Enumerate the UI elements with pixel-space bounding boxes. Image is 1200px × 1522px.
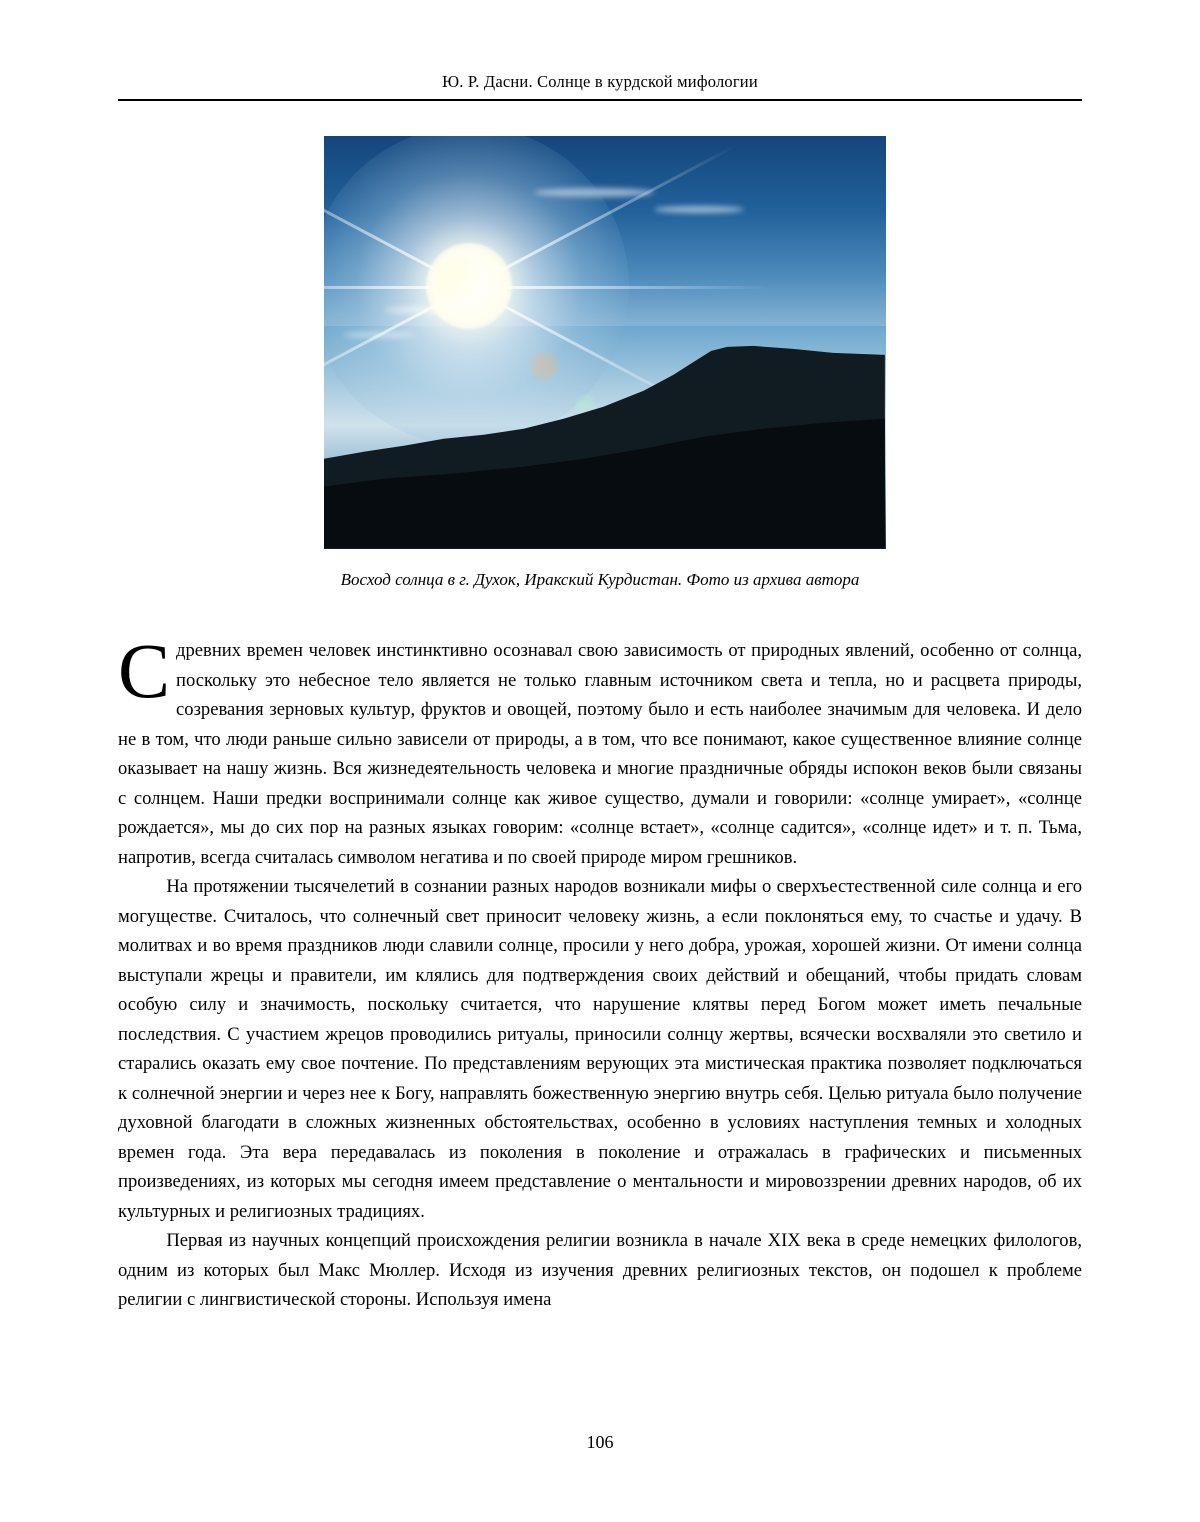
paragraph-2: На протяжении тысячелетий в сознании разных народов возникали мифы о сверхъестественной силе солнца и его могуществе. Считалось, что солнечный свет приносит человеку жизнь, а если поклоняться ему, то счастье и удачу. В молитвах и во время праздников люди славили солнце, просили у него добра, урожая, хорошей жизни. От имени солнца выступали жрецы и правители, им клялись для подтверждения своих действий и обещаний, чтобы придать словам особую силу и значимость, поскольку считается, что нарушение клятвы перед Богом может иметь печальные последствия. С участием жрецов проводились ритуалы, приносили солнцу жертвы, всячески восхваляли это светило и старались оказать ему свое почтение. По представлениям верующих эта мистическая практика позволяет подключаться к солнечной энергии и через нее к Богу, направлять божественную энергию внутрь себя. Целью ритуала было получение духовной благодати в сложных жизненных обстоятельствах, особенно в условиях наступления темных и холодных времен года. Эта вера передавалась из поколения в поколение и отражалась в графических и письменных произведениях, из которых мы сегодня имеем представление о ментальности и мировоззрении древних народов, об их культурных и религиозных традициях. bbox=[118, 876, 1082, 1222]
sun-ray bbox=[469, 286, 769, 289]
running-head: Ю. Р. Дасни. Солнце в курдской мифологии bbox=[442, 72, 758, 91]
drop-cap: С bbox=[118, 627, 171, 714]
paragraph-3: Первая из научных концепций происхождения религии возникла в начале XIX века в среде немецких филологов, одним из которых был Макс Мюллер. Исходя из изучения древних религиозных текстов, он подошел к проблеме религии с лингвистической стороны. Используя имена bbox=[118, 1230, 1082, 1310]
cloud-streak bbox=[654, 206, 744, 213]
paragraph-1 bbox=[118, 627, 1082, 872]
article-body bbox=[118, 627, 1082, 1315]
figure bbox=[324, 136, 886, 549]
mountain-silhouette bbox=[324, 309, 885, 549]
figure-caption: Восход солнца в г. Духок, Иракский Курдистан. Фото из архива автора bbox=[340, 570, 860, 589]
page-number: 106 bbox=[586, 1432, 614, 1452]
header-rule bbox=[118, 99, 1082, 101]
paragraph-1-text: древних времен человек инстинктивно осознавал свою зависимость от природных явлений, особенно от солнца, поскольку это небесное тело является не только главным источником света и тепла, но и расцвета природы, созревания зерновых культур, фруктов и овощей, поэтому было и есть наиболее значимым для человека. И дело не в том, что люди раньше сильно зависели от природы, а в том, что все понимают, какое существенное влияние солнце оказывает на нашу жизнь. Вся жизнедеятельность человека и многие праздничные обряды испокон веков были связаны с солнцем. Наши предки воспринимали солнце как живое существо, думали и говорили: «солнце умирает», «солнце рождается», мы до сих пор на разных языках говорим: «солнце встает», «солнце садится», «солнце идет» и т. п. Тьма, напротив, всегда считалась символом негатива и по своей природе миром грешников. bbox=[118, 640, 1082, 868]
sunrise-photograph bbox=[324, 136, 886, 549]
